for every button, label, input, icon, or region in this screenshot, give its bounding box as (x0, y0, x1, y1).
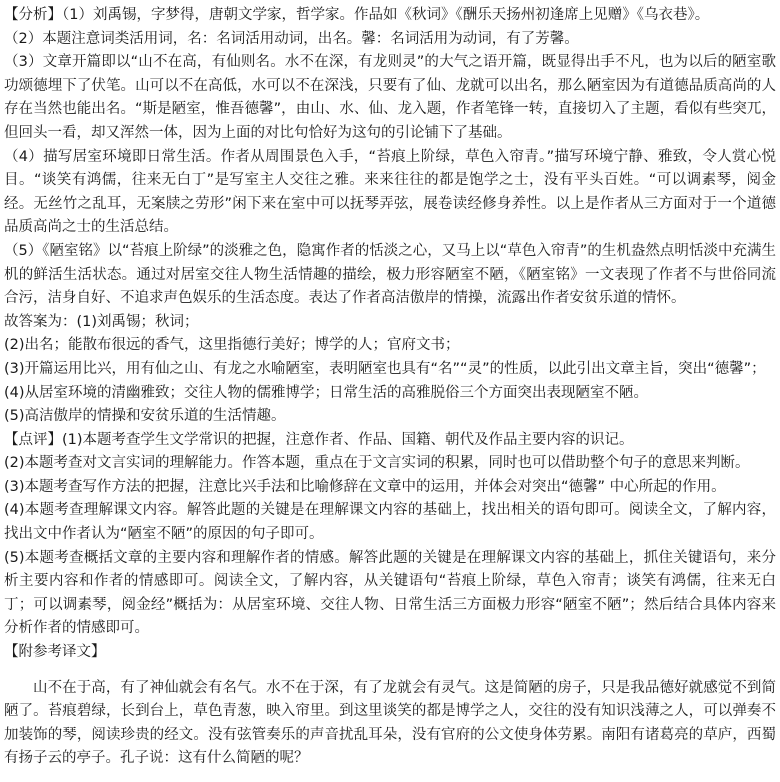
answer-item-4: (4)从居室环境的清幽雅致；交往人物的儒雅博学；日常生活的高雅脱俗三个方面突出表现陋室不陋。 (4, 384, 649, 401)
analysis-paragraph-3: （3）文章开篇即以“山不在高，有仙则名。水不在深，有龙则灵”的大气之语开篇，既显得出手不凡，也为以后的陋室歌功颂德埋下了伏笔。山可以不在高低，水可以不在深浅，只要有了仙、龙就可以出名，那么陋室因为有道德品质高尚的人存在当然也能出名。“斯是陋室，惟吾德馨”，由山、水、仙、龙入题，作者笔锋一转，直接切入了主题，看似有些突兀，但回头一看，却又浑然一体，因为上面的对比句恰好为这句的引论铺下了基础。 (4, 54, 776, 141)
answer-item-2: (2)出名；能散布很远的香气，这里指德行美好；博学的人；官府文书； (4, 337, 460, 354)
comment-item-1: 【点评】(1)本题考查学生文学常识的把握，注意作者、作品、国籍、朝代及作品主要内容的识记。 (4, 431, 634, 448)
analysis-paragraph-5: （5）《陋室铭》以“苔痕上阶绿”的淡雅之色，隐寓作者的恬淡之心，又马上以“草色入帘青”的生机盎然点明恬淡中充满生机的鲜活生活状态。通过对居室交往人物生活情趣的描绘，极力形容陋室不陋，《陋室铭》一文表现了作者不与世俗同流合污，洁身自好、不追求声色娱乐的生活态度。表达了作者高洁傲岸的情操，流露出作者安贫乐道的情怀。 (4, 242, 776, 307)
translation-section (4, 641, 776, 771)
answer-intro: 故答案为：(1)刘禹锡；秋词； (4, 313, 199, 330)
analysis-paragraph-1: 【分析】（1）刘禹锡，字梦得，唐朝文学家，哲学家。作品如《秋词》《酬乐天扬州初逢席上见赠》《乌衣巷》。 (4, 7, 710, 23)
answer-item-3: (3)开篇运用比兴，用有仙之山、有龙之水喻陋室，表明陋室也具有“名”“灵”的性质，以此引出文章主旨，突出“德馨”； (4, 360, 766, 377)
comment-item-3: (3)本题考查写作方法的把握，注意比兴手法和比喻修辞在文章中的运用，并体会对突出“德馨” 中心所起的作用。 (4, 478, 726, 495)
comment-item-2: (2)本题考查对文言实词的理解能力。作答本题，重点在于文言实词的积累，同时也可以借助整个句子的意思来判断。 (4, 455, 750, 472)
analysis-paragraph-2: （2）本题注意词类活用词，名：名词活用动词，出名。馨：名词活用为动词，有了芳馨。 (4, 30, 579, 47)
comment-section (4, 429, 776, 641)
analysis-paragraph-4: （4）描写居室环境即日常生活。作者从周围景色入手，“苔痕上阶绿，草色入帘青。”描写环境宁静、雅致，令人赏心悦目。“谈笑有鸿儒，往来无白丁”是写室主人交往之雅。来来往往的都是饱学之士，没有平头百姓。“可以调素琴，阅金经。无丝竹之乱耳，无案牍之劳形”闲下来在室中可以抚琴弄弦，展卷读经修身养性。以上是作者从三方面对于一个道德品质高尚之士的生活总结。 (4, 148, 776, 236)
answer-item-5: (5)高洁傲岸的情操和安贫乐道的生活情趣。 (4, 408, 286, 425)
translation-heading: 【附参考译文】 (4, 644, 106, 661)
comment-item-4: (4)本题考查理解课文内容。解答此题的关键是在理解课文内容的基础上，找出相关的语句即可。阅读全文，了解内容，找出文中作者认为“陋室不陋”的原因的句子即可。 (4, 502, 776, 543)
spacer (4, 665, 776, 677)
comment-item-5: (5)本题考查概括文章的主要内容和理解作者的情感。解答此题的关键是在理解课文内容的基础上，抓住关键语句，来分析主要内容和作者的情感即可。阅读全文，了解内容，从关键语句“苔痕上阶绿，草色入帘青；谈笑有鸿儒，往来无白丁；可以调素琴，阅金经”概括为：从居室环境、交往人物、日常生活三方面极力形容“陋室不陋”；然后结合具体内容来分析作者的情感即可。 (4, 549, 776, 637)
analysis-section (4, 4, 776, 311)
answer-section (4, 311, 776, 429)
translation-text: 山不在于高，有了神仙就会有名气。水不在于深，有了龙就会有灵气。这是简陋的房子，只是我品德好就感觉不到简陋了。苔痕碧绿，长到台上，草色青葱，映入帘里。到这里谈笑的都是博学之人，交往的没有知识浅薄之人，可以弹奏不加装饰的琴，阅读珍贵的经文。没有弦管奏乐的声音扰乱耳朵，没有官府的公文使身体劳累。南阳有诸葛亮的草庐，西蜀有扬子云的亭子。孔子说：这有什么简陋的呢？ (4, 679, 776, 767)
